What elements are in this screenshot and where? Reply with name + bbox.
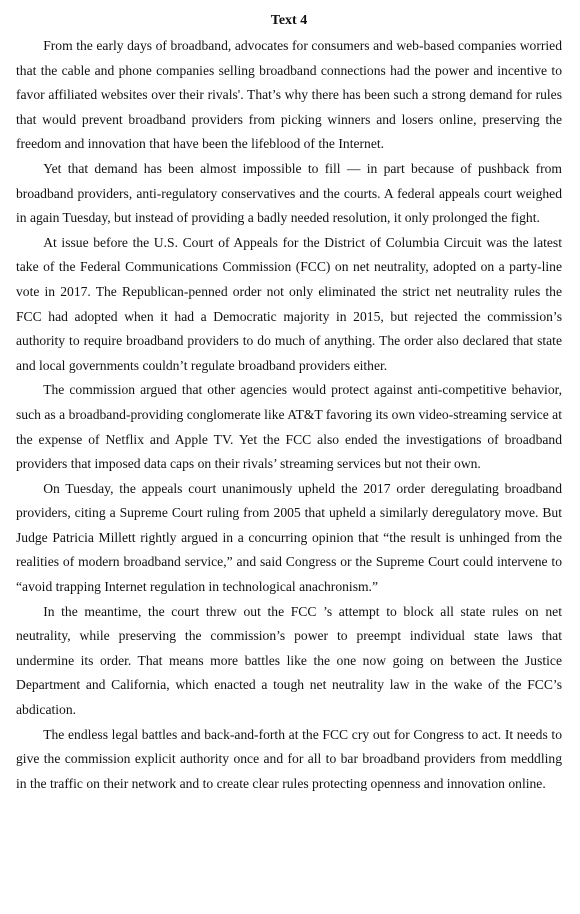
paragraph-1: From the early days of broadband, advocates for consumers and web-based companies worried that the cable and phone companies selling broadband connections had the power and incentive to favor affiliated websites over their rivals'. That’s why there has been such a strong demand for rules that would prevent broadband providers from picking winners and losers online, preserving the freedom and innovation that have been the lifeblood of the Internet. — [16, 38, 562, 152]
paragraph-2: Yet that demand has been almost impossible to fill — in part because of pushback from broadband providers, anti-regulatory conservatives and the courts. A federal appeals court weighed in again Tuesday, but instead of providing a badly needed resolution, it only prolonged the fight. — [16, 160, 562, 226]
document-title: Text 4 — [270, 13, 308, 28]
paragraph-6: In the meantime, the court threw out the FCC ’s attempt to block all state rules on net neutrality, while preserving the commission’s power to preempt individual state laws that undermine its order. That means more battles like the one now going on between the Justice Department and California, which enacted a tough net neutrality law in the wake of the FCC’s abdication. — [16, 603, 562, 718]
paragraph-4: The commission argued that other agencies would protect against anti-competitive behavior, such as a broadband-providing conglomerate like AT&T favoring its own video-streaming service at the expense of Netflix and Apple TV. Yet the FCC also ended the investigations of broadband providers that imposed data caps on their rivals’ streaming services but not their own. — [16, 382, 562, 472]
paragraph-5: On Tuesday, the appeals court unanimously upheld the 2017 order deregulating broadband providers, citing a Supreme Court ruling from 2005 that upheld a similarly deregulatory move. But Judge Patricia Millett rightly argued in a concurring opinion that “the result is unhinged from the realities of modern broadband service,” and said Congress or the Supreme Court could intervene to “avoid trapping Internet regulation in technological anachronism.” — [16, 480, 562, 595]
paragraph-7: The endless legal battles and back-and-forth at the FCC cry out for Congress to act. It needs to give the commission explicit authority once and for all to bar broadband providers from meddling in the traffic on their network and to create clear rules protecting openness and innovation online. — [16, 726, 562, 791]
paragraph-3: At issue before the U.S. Court of Appeals for the District of Columbia Circuit was the latest take of the Federal Communications Commission (FCC) on net neutrality, adopted on a party-line vote in 2017. The Republican-penned order not only eliminated the strict net neutrality rules the FCC had adopted when it had a Democratic majority in 2015, but rejected the commission’s authority to require broadband providers to do much of anything. The order also declared that state and local governments couldn’t regulate broadband providers either. — [16, 234, 562, 373]
